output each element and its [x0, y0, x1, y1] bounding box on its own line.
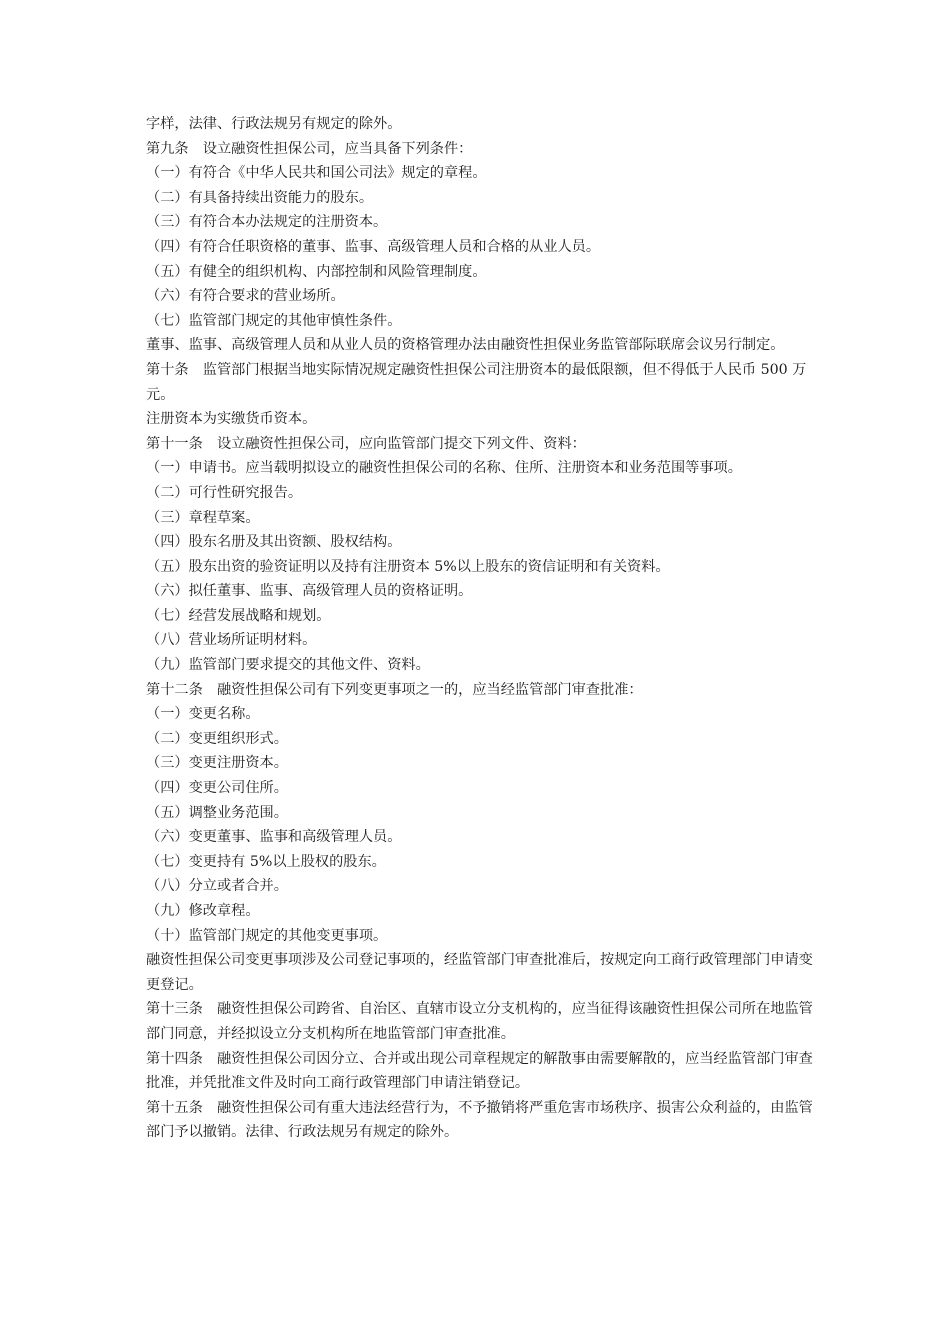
list-item: （七）变更持有 5%以上股权的股东。 — [146, 853, 386, 870]
article-9-heading: 第九条 设立融资性担保公司，应当具备下列条件： — [146, 140, 473, 157]
list-item: （八）分立或者合并。 — [146, 878, 288, 895]
list-item: （七）经营发展战略和规划。 — [146, 607, 331, 624]
list-item: （六）有符合要求的营业场所。 — [146, 288, 345, 305]
list-item: （八）营业场所证明材料。 — [146, 632, 317, 649]
list-item: （五）有健全的组织机构、内部控制和风险管理制度。 — [146, 263, 487, 280]
list-item: （六）变更董事、监事和高级管理人员。 — [146, 829, 402, 846]
list-item: （三）有符合本办法规定的注册资本。 — [146, 214, 388, 231]
list-item: （一）申请书。应当载明拟设立的融资性担保公司的名称、住所、注册资本和业务范围等事项。 — [146, 460, 742, 477]
list-item: （四）股东名册及其出资额、股权结构。 — [146, 534, 402, 551]
list-item: （九）监管部门要求提交的其他文件、资料。 — [146, 657, 430, 674]
list-item: （五）股东出资的验资证明以及持有注册资本 5%以上股东的资信证明和有关资料。 — [146, 558, 670, 575]
list-item: （九）修改章程。 — [146, 903, 260, 919]
text-line: 字样，法律、行政法规另有规定的除外。 — [146, 116, 402, 132]
list-item: （一）变更名称。 — [146, 706, 260, 723]
list-item: （十）监管部门规定的其他变更事项。 — [146, 927, 388, 944]
paragraph: 董事、监事、高级管理人员和从业人员的资格管理办法由融资性担保业务监管部际联席会议另行制定。 — [146, 337, 785, 354]
list-item: （五）调整业务范围。 — [146, 804, 288, 821]
article-11-heading: 第十一条 设立融资性担保公司，应向监管部门提交下列文件、资料： — [146, 435, 586, 452]
list-item: （六）拟任董事、监事、高级管理人员的资格证明。 — [146, 583, 473, 600]
article-13-heading: 第十三条 融资性担保公司跨省、自治区、直辖市设立分支机构的，应当征得该融资性担保公司所在地监管部门同意，并经拟设立分支机构所在地监管部门审查批准。 — [146, 1001, 813, 1042]
list-item: （四）变更公司住所。 — [146, 780, 288, 797]
list-item: （二）可行性研究报告。 — [146, 484, 303, 501]
document-body — [146, 112, 816, 1145]
list-item: （七）监管部门规定的其他审慎性条件。 — [146, 312, 402, 329]
list-item: （一）有符合《中华人民共和国公司法》规定的章程。 — [146, 165, 487, 182]
article-12-heading: 第十二条 融资性担保公司有下列变更事项之一的，应当经监管部门审查批准： — [146, 681, 643, 698]
article-14-heading: 第十四条 融资性担保公司因分立、合并或出现公司章程规定的解散事由需要解散的，应当经监管部门审查批准，并凭批准文件及时向工商行政管理部门申请注销登记。 — [146, 1050, 813, 1092]
list-item: （二）变更组织形式。 — [146, 730, 288, 747]
paragraph: 融资性担保公司变更事项涉及公司登记事项的，经监管部门审查批准后，按规定向工商行政管理部门申请变更登记。 — [146, 952, 813, 993]
article-15-heading: 第十五条 融资性担保公司有重大违法经营行为，不予撤销将严重危害市场秩序、损害公众利益的，由监管部门予以撤销。法律、行政法规另有规定的除外。 — [146, 1099, 813, 1141]
list-item: （二）有具备持续出资能力的股东。 — [146, 189, 374, 206]
list-item: （三）章程草案。 — [146, 509, 260, 526]
paragraph: 注册资本为实缴货币资本。 — [146, 411, 317, 428]
article-10-heading: 第十条 监管部门根据当地实际情况规定融资性担保公司注册资本的最低限额，但不得低于人民币 500 万元。 — [146, 361, 807, 403]
list-item: （三）变更注册资本。 — [146, 755, 288, 772]
list-item: （四）有符合任职资格的董事、监事、高级管理人员和合格的从业人员。 — [146, 238, 601, 255]
